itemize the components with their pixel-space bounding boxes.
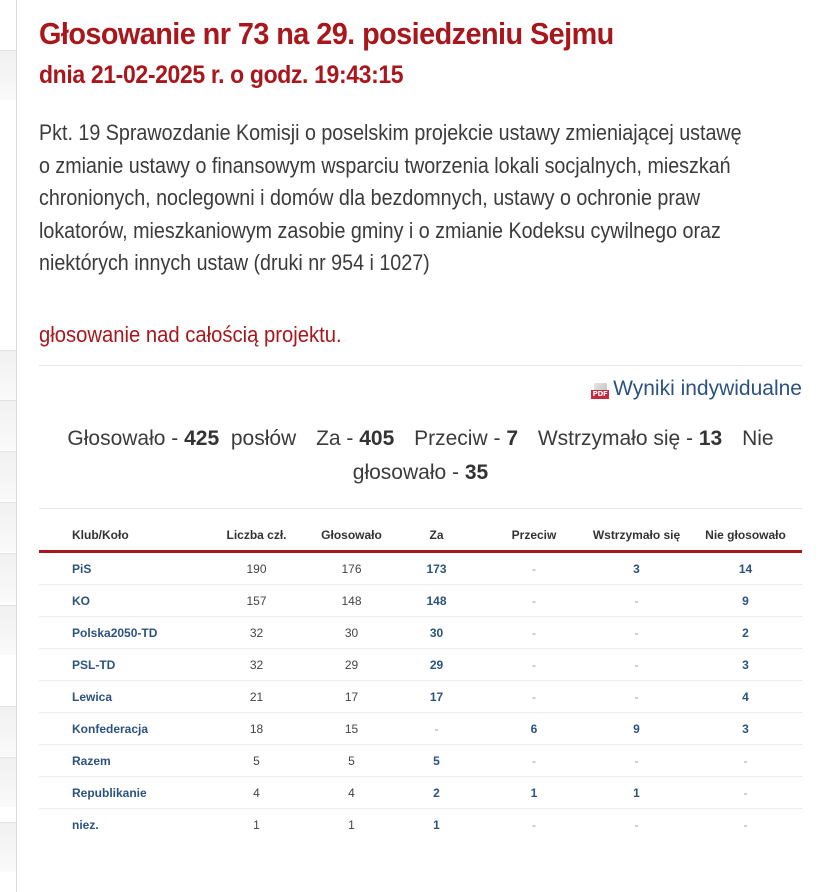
club-cell[interactable]: Republikanie [39,777,199,809]
members-cell: 5 [199,745,314,777]
page-title: Głosowanie nr 73 na 29. posiedzeniu Sejmu [39,16,614,51]
pdf-icon: PDF [591,383,609,399]
abstained-cell[interactable]: 3 [584,552,689,585]
sidebar-item[interactable] [0,400,16,450]
col-header-voted[interactable]: Głosowało [314,520,389,552]
summary-abstained: Wstrzymało się - 13 [537,427,723,450]
for-cell[interactable]: 5 [389,745,484,777]
against-cell: - [484,552,584,585]
club-cell[interactable]: Lewica [39,681,199,713]
club-cell[interactable]: Razem [39,745,199,777]
sidebar-item[interactable] [0,50,16,100]
abstained-cell: - [584,617,689,649]
for-cell[interactable]: 1 [433,817,440,832]
club-cell[interactable]: Polska2050-TD [39,617,199,649]
voted-cell: 15 [314,713,389,745]
against-cell[interactable]: 6 [484,713,584,745]
individual-results-label: Wyniki indywidualne [613,377,802,400]
vote-summary [39,422,802,490]
vote-type: głosowanie nad całością projektu. [39,322,342,347]
members-cell: 18 [199,713,314,745]
for-cell[interactable]: 173 [389,552,484,585]
club-cell[interactable]: niez. [72,817,99,832]
sidebar-item[interactable] [0,502,16,552]
against-cell: - [484,649,584,681]
members-cell: 21 [199,681,314,713]
summary-voted: Głosowało - 425 posłów [67,427,297,450]
for-cell[interactable]: 30 [389,617,484,649]
col-header-abstained[interactable]: Wstrzymało się [584,520,689,552]
against-cell: - [484,681,584,713]
abstained-cell: - [584,585,689,617]
not-voted-cell: - [689,745,802,777]
abstained-cell: - [584,745,689,777]
voted-cell: 30 [314,617,389,649]
voted-cell: 148 [314,585,389,617]
members-cell: 4 [199,777,314,809]
for-cell[interactable]: 17 [389,681,484,713]
members-cell: 157 [199,585,314,617]
against-cell: - [532,817,536,832]
voted-cell: 29 [314,649,389,681]
col-header-members[interactable]: Liczba czł. [199,520,314,552]
table-row [39,777,802,809]
table-row [39,585,802,617]
against-cell: - [484,617,584,649]
table-row [39,649,802,681]
against-cell: - [484,585,584,617]
sidebar-item[interactable] [0,553,16,603]
against-cell[interactable]: 1 [484,777,584,809]
voted-cell: 17 [314,681,389,713]
not-voted-cell[interactable]: 3 [689,713,802,745]
members-cell: 190 [199,552,314,585]
members-cell: 1 [253,817,260,832]
not-voted-cell[interactable]: 4 [689,681,802,713]
summary-against: Przeciw - 7 [414,427,518,450]
left-sidebar [0,0,17,892]
divider [39,508,802,509]
club-cell[interactable]: Konfederacja [39,713,199,745]
abstained-cell: - [634,817,639,832]
not-voted-cell[interactable]: 3 [689,649,802,681]
table-row [39,681,802,713]
for-cell: - [389,713,484,745]
table-header-row [39,520,802,552]
sidebar-item[interactable] [0,605,16,655]
abstained-cell: - [584,649,689,681]
for-cell[interactable]: 2 [389,777,484,809]
voted-cell: 176 [314,552,389,585]
not-voted-cell[interactable]: 14 [689,552,802,585]
summary-not-voted: Nie głosowało - 35 [352,427,774,484]
for-cell[interactable]: 148 [389,585,484,617]
voted-cell: 4 [314,777,389,809]
sidebar-item[interactable] [0,757,16,807]
club-cell[interactable]: KO [39,585,199,617]
club-results-table [39,520,802,840]
voted-cell: 5 [314,745,389,777]
sidebar-item[interactable] [0,451,16,501]
sidebar-item[interactable] [0,350,16,400]
sidebar-item[interactable] [0,706,16,756]
agenda-item-description: Pkt. 19 Sprawozdanie Komisji o poselskim projekcie ustawy zmieniającej ustawę o zmianie ustawy o finansowym wsparciu tworzenia lokali socjalnych, mieszkań chronionych, noclegowni i domów dla bezdomnych, ustawy o ochronie praw lokatorów, mieszkaniowym zasobie gminy i o zmianie Kodeksu cywilnego oraz niektórych innych ustaw (druki nr 954 i 1027) [39,120,742,275]
against-cell: - [484,745,584,777]
for-cell[interactable]: 29 [389,649,484,681]
table-row [39,552,802,585]
table-row [39,713,802,745]
col-header-against[interactable]: Przeciw [484,520,584,552]
club-cell[interactable]: PiS [39,552,199,585]
members-cell: 32 [199,649,314,681]
members-cell: 32 [199,617,314,649]
abstained-cell[interactable]: 1 [584,777,689,809]
not-voted-cell: - [743,817,748,832]
abstained-cell[interactable]: 9 [584,713,689,745]
voted-cell: 1 [348,817,355,832]
summary-for: Za - 405 [316,427,395,450]
table-row [39,809,802,841]
individual-results-link[interactable] [591,377,802,401]
vote-datetime: dnia 21-02-2025 r. o godz. 19:43:15 [39,61,404,89]
col-header-for[interactable]: Za [389,520,484,552]
not-voted-cell[interactable]: 2 [689,617,802,649]
table-row [39,745,802,777]
not-voted-cell[interactable]: 9 [689,585,802,617]
sidebar-item[interactable] [0,822,16,872]
club-cell[interactable]: PSL-TD [39,649,199,681]
col-header-club[interactable]: Klub/Koło [39,520,199,552]
table-row [39,617,802,649]
abstained-cell: - [584,681,689,713]
divider [39,365,802,366]
not-voted-cell: - [689,777,802,809]
col-header-not-voted[interactable]: Nie głosowało [689,520,802,552]
